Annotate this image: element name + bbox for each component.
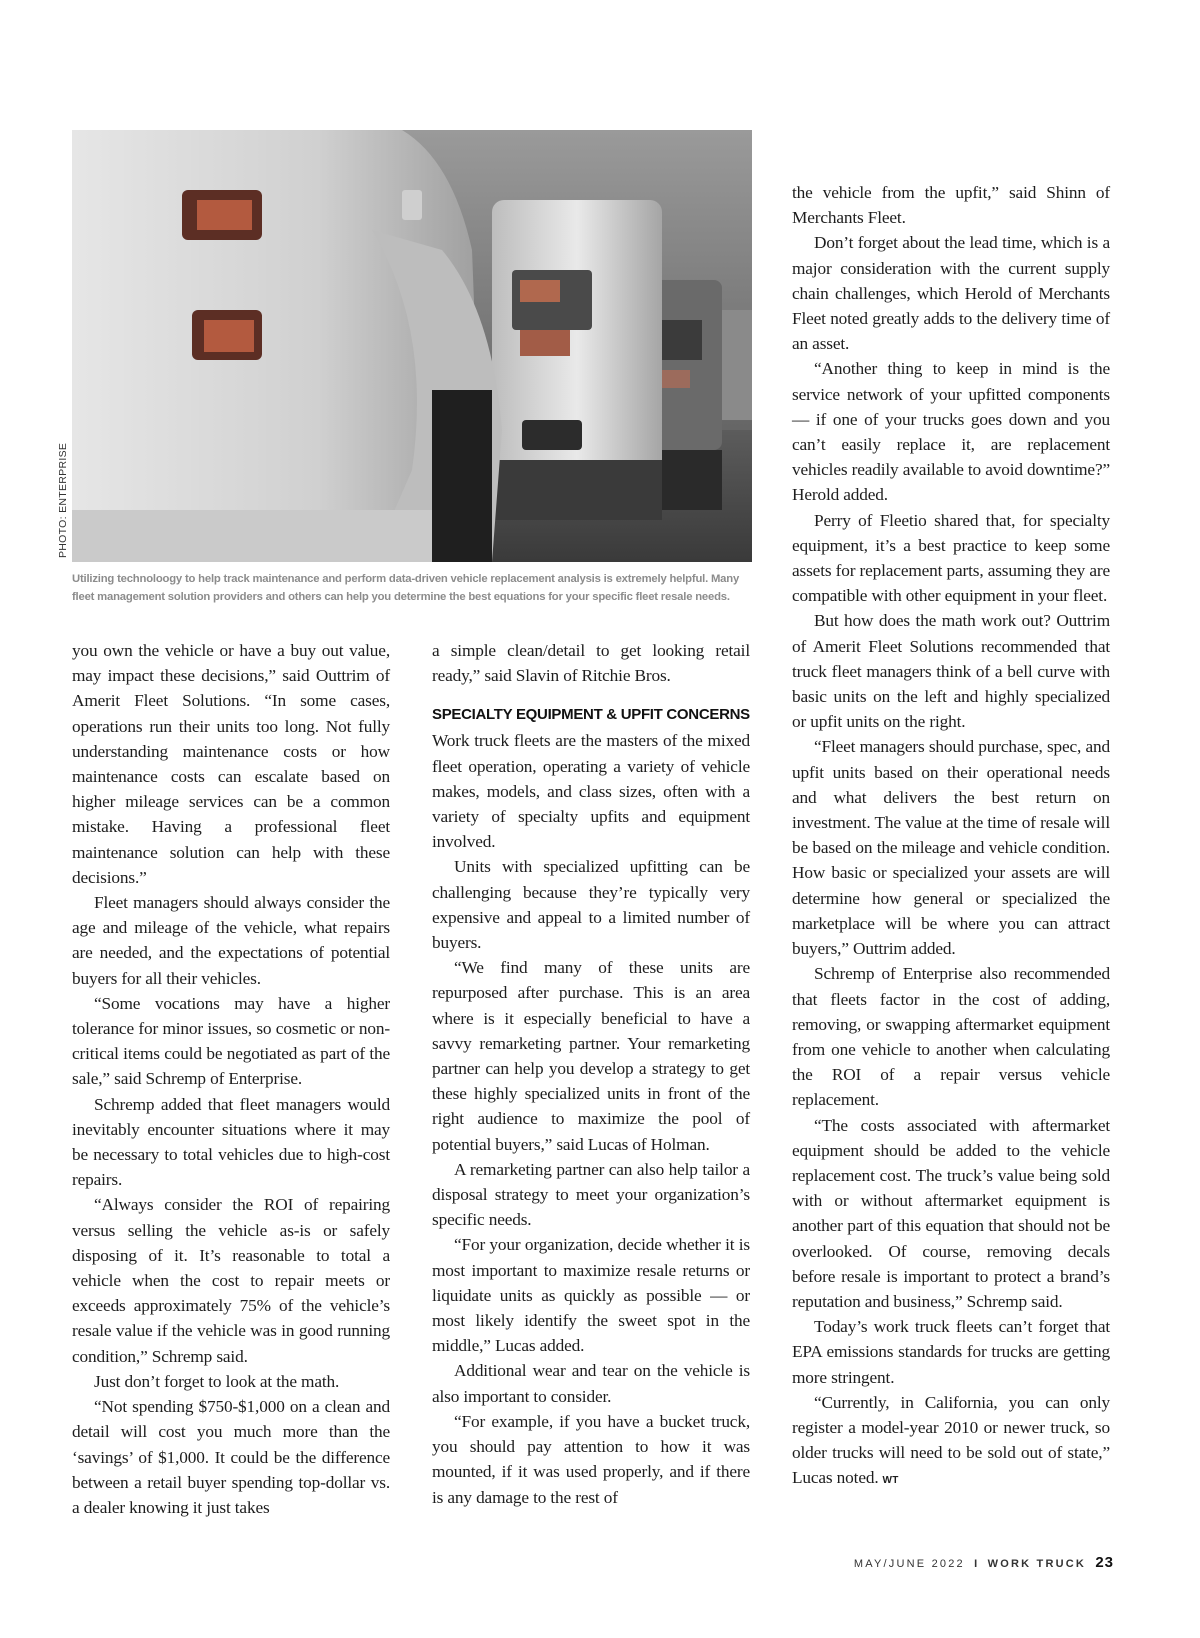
paragraph [792, 961, 1110, 1112]
paragraph-text: Units with specialized upfitting can be challenging because they’re typically very expensive and appeal to a limited number of buyers. [432, 857, 750, 953]
folio-separator: I [974, 1558, 980, 1570]
paragraph [432, 1157, 750, 1233]
paragraph [432, 1409, 750, 1510]
paragraph [72, 638, 390, 890]
paragraph [432, 638, 750, 688]
paragraph-text: SPECIALTY EQUIPMENT & UPFIT CONCERNS [432, 706, 750, 724]
paragraph [792, 1390, 1110, 1494]
paragraph-text: Just don’t forget to look at the math. [94, 1371, 340, 1391]
paragraph [432, 728, 750, 854]
page-number: 23 [1095, 1554, 1114, 1571]
paragraph [792, 734, 1110, 961]
paragraph-text: Schremp of Enterprise also recommended that fleets factor in the cost of adding, removing, or swapping aftermarket equipment from one vehicle to another when calculating the ROI of a repair versus vehicle replacement. [792, 964, 1110, 1110]
paragraph [792, 608, 1110, 734]
page-folio [854, 1554, 1114, 1571]
section-heading [432, 703, 750, 727]
photo-credit: PHOTO: ENTERPRISE [57, 442, 69, 558]
magazine-name: WORK TRUCK [987, 1558, 1087, 1570]
paragraph [72, 1369, 390, 1394]
paragraph [72, 890, 390, 991]
paragraph-text: Work truck fleets are the masters of the mixed fleet operation, operating a variety of vehicle makes, models, and class sizes, often with a variety of specialty upfits and equipment involved. [432, 731, 750, 852]
paragraph-text: Schremp added that fleet managers would inevitably encounter situations where it may be necessary to total vehicles due to high-cost repairs. [72, 1094, 390, 1190]
paragraph-text: “Always consider the ROI of repairing versus selling the vehicle as-is or safely disposing of it. It’s reasonable to total a vehicle when the cost to repair meets or exceeds approximately 75% of the vehicle’s resale value if the vehicle was in good running condition,” Schremp said. [72, 1195, 390, 1366]
paragraph-text: the vehicle from the upfit,” said Shinn of Merchants Fleet. [792, 183, 1110, 228]
paragraph-text: Fleet managers should always consider the age and mileage of the vehicle, what repairs are needed, and the expectations of potential buyers for all their vehicles. [72, 893, 390, 988]
paragraph-text: A remarketing partner can also help tailor a disposal strategy to meet your organization’s specific needs. [432, 1159, 750, 1230]
paragraph [72, 991, 390, 1092]
paragraph [792, 1113, 1110, 1315]
article-photo [72, 130, 752, 562]
paragraph [432, 1358, 750, 1408]
paragraph [792, 356, 1110, 507]
paragraph-text: Additional wear and tear on the vehicle is also important to consider. [432, 1361, 750, 1406]
paragraph-text: But how does the math work out? Outtrim of Amerit Fleet Solutions recommended that truck fleet managers think of a bell curve with basic units on the left and highly specialized or upfit units on the right. [792, 611, 1110, 732]
paragraph-text: “We find many of these units are repurposed after purchase. This is an area where is it especially beneficial to have a savvy remarketing partner. Your remarketing partner can help you develop a strategy to get these highly specialized units in front of the right audience to maximize the pool of potential buyers,” said Lucas of Holman. [432, 958, 750, 1154]
paragraph [72, 1394, 390, 1520]
paragraph-text: “For your organization, decide whether it is most important to maximize resale returns or liquidate units as quickly as possible — or most likely identify the sweet spot in the middle,” Lucas added. [432, 1235, 750, 1356]
paragraph-text: “The costs associated with aftermarket equipment should be added to the vehicle replacement cost. The truck’s value being sold with or without aftermarket equipment is another part of this equation that should not be overlooked. Of course, removing decals before resale is important to protect a brand’s reputation and business,” Schremp said. [792, 1115, 1110, 1311]
paragraph-text: Don’t forget about the lead time, which is a major consideration with the current supply chain challenges, which Herold of Merchants Fleet noted greatly adds to the delivery time of an asset. [792, 233, 1110, 354]
article-column-3 [792, 180, 1110, 1494]
paragraph [432, 1232, 750, 1358]
photo-caption: Utilizing technoloogy to help track maintenance and perform data-driven vehicle replacement analysis is extremely helpful. Many fleet management solution providers and others can help you determine the best equations for your specific fleet resale needs. [72, 573, 740, 603]
paragraph-text: Perry of Fleetio shared that, for specialty equipment, it’s a best practice to keep some assets for replacement parts, assuming they are compatible with other equipment in your fleet. [792, 510, 1110, 606]
paragraph [792, 508, 1110, 609]
paragraph-text: “Another thing to keep in mind is the service network of your upfitted components — if one of your trucks goes down and you can’t easily replace it, are replacement vehicles readily available to avoid downtime?” Herold added. [792, 359, 1110, 505]
paragraph [72, 1192, 390, 1368]
paragraph-text: “Currently, in California, you can only register a model-year 2010 or newer truck, so older trucks will need to be sold out of state,” Lucas noted. [792, 1392, 1110, 1488]
article-column-2 [432, 638, 750, 1510]
paragraph [792, 180, 1110, 230]
paragraph-text: “Fleet managers should purchase, spec, and upfit units based on their operational needs and what delivers the best return on investment. The value at the time of resale will be based on the mileage and vehicle condition. How basic or specialized your assets are will determine how general or specialized the marketplace will be where you can attract buyers,” Outtrim added. [792, 737, 1110, 959]
article-column-1 [72, 638, 390, 1520]
paragraph-text: you own the vehicle or have a buy out value, may impact these decisions,” said Outtrim of Amerit Fleet Solutions. “In some cases, operations run their units too long. Not fully understanding maintenance costs or how maintenance costs can escalate based on higher mileage services can be a common mistake. Having a professional fleet maintenance solution can help with these decisions.” [72, 641, 390, 887]
paragraph-text: “For example, if you have a bucket truck, you should pay attention to how it was mounted, if it was used properly, and if there is any damage to the rest of [432, 1411, 750, 1507]
end-mark: WT [882, 1475, 899, 1487]
paragraph-text: “Not spending $750-$1,000 on a clean and detail will cost you much more than the ‘savings’ of $1,000. It could be the difference between a retail buyer spending top-dollar vs. a dealer knowing it just takes [72, 1397, 390, 1517]
paragraph [792, 1314, 1110, 1390]
paragraph [432, 955, 750, 1157]
issue-date: MAY/JUNE 2022 [853, 1558, 965, 1570]
parked-trucks-image [72, 130, 752, 562]
paragraph-text: Today’s work truck fleets can’t forget that EPA emissions standards for trucks are getting more stringent. [792, 1317, 1110, 1387]
paragraph [72, 1092, 390, 1193]
paragraph-text: “Some vocations may have a higher tolerance for minor issues, so cosmetic or non-critical items could be negotiated as part of the sale,” said Schremp of Enterprise. [72, 993, 390, 1089]
paragraph [432, 854, 750, 955]
paragraph [792, 230, 1110, 356]
paragraph-text: a simple clean/detail to get looking retail ready,” said Slavin of Ritchie Bros. [432, 641, 750, 686]
